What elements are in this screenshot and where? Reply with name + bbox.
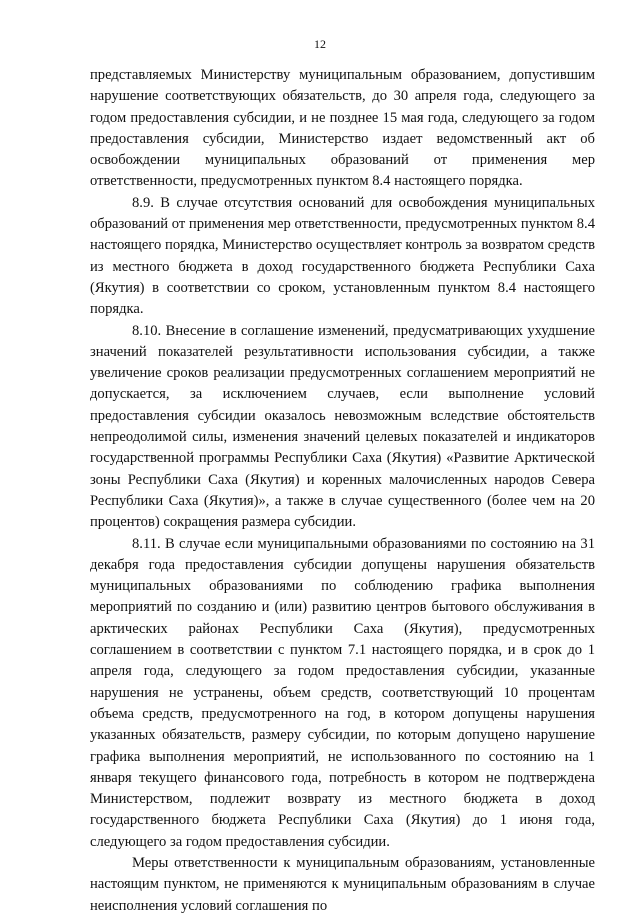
paragraph-liability-measures: Меры ответственности к муниципальным образованиям, установленные настоящим пунктом, не применяются к муниципальным образованиям в случае неисполнения условий соглашения по: [90, 854, 595, 914]
paragraph-8-10: 8.10. Внесение в соглашение изменений, предусматривающих ухудшение значений показателей результативности использования субсидии, а также увеличение сроков реализации предусмотренных соглашением мероприятий не допускается, за исключением случаев, если выполнение условий предоставления субсидии оказалось невозможным вследствие обстоятельств непреодолимой силы, изменения значений целевых показателей и индикаторов государственной программы Республики Саха (Якутия) «Развитие Арктической зоны Республики Саха (Якутия) и коренных малочисленных народов Севера Республики Саха (Якутия)», а также в случае существенного (более чем на 20 процентов) сокращения размера субсидии.: [90, 322, 595, 531]
paragraph-continuation: представляемых Министерству муниципальным образованием, допустившим нарушение соответствующих обязательств, до 30 апреля года, следующего за годом предоставления субсидии, и не позднее 15 мая года, следующего за годом предоставления субсидии, Министерство издает ведомственный акт об освобождении муниципальных образований от применения мер ответственности, предусмотренных пунктом 8.4 настоящего порядка.: [90, 67, 595, 190]
paragraph-8-11: 8.11. В случае если муниципальными образованиями по состоянию на 31 декабря года предоставления субсидии допущены нарушения обязательств муниципальных образованиями по соблюдению графика выполнения мероприятий по созданию и (или) развитию центров бытового обслуживания в арктических районах Республики Саха (Якутия), предусмотренных соглашением в соответствии с пунктом 7.1 настоящего порядка, и в срок до 1 апреля года, следующего за годом предоставления субсидии, указанные нарушения не устранены, объем средств, соответствующий 10 процентам объема средств, предусмотренного на год, в котором допущены нарушения указанных обязательств, размеру субсидии, по которым допущено нарушение графика выполнения мероприятий, не использованного по состоянию на 1 января текущего финансового года, потребность в котором не подтверждена Министерством, подлежит возврату из местного бюджета в доход государственного бюджета Республики Саха (Якутия) до 1 июня года, следующего за годом предоставления субсидии.: [90, 535, 595, 850]
document-body: [90, 65, 595, 917]
paragraph-8-9: 8.9. В случае отсутствия оснований для освобождения муниципальных образований от применения мер ответственности, предусмотренных пунктом 8.4 настоящего порядка, Министерство осуществляет контроль за возвратом средств из местного бюджета в доход государственного бюджета Республики Саха (Якутия) в соответствии со сроком, установленным пунктом 8.4 настоящего порядка.: [90, 194, 595, 318]
page-number: 12: [314, 37, 326, 51]
